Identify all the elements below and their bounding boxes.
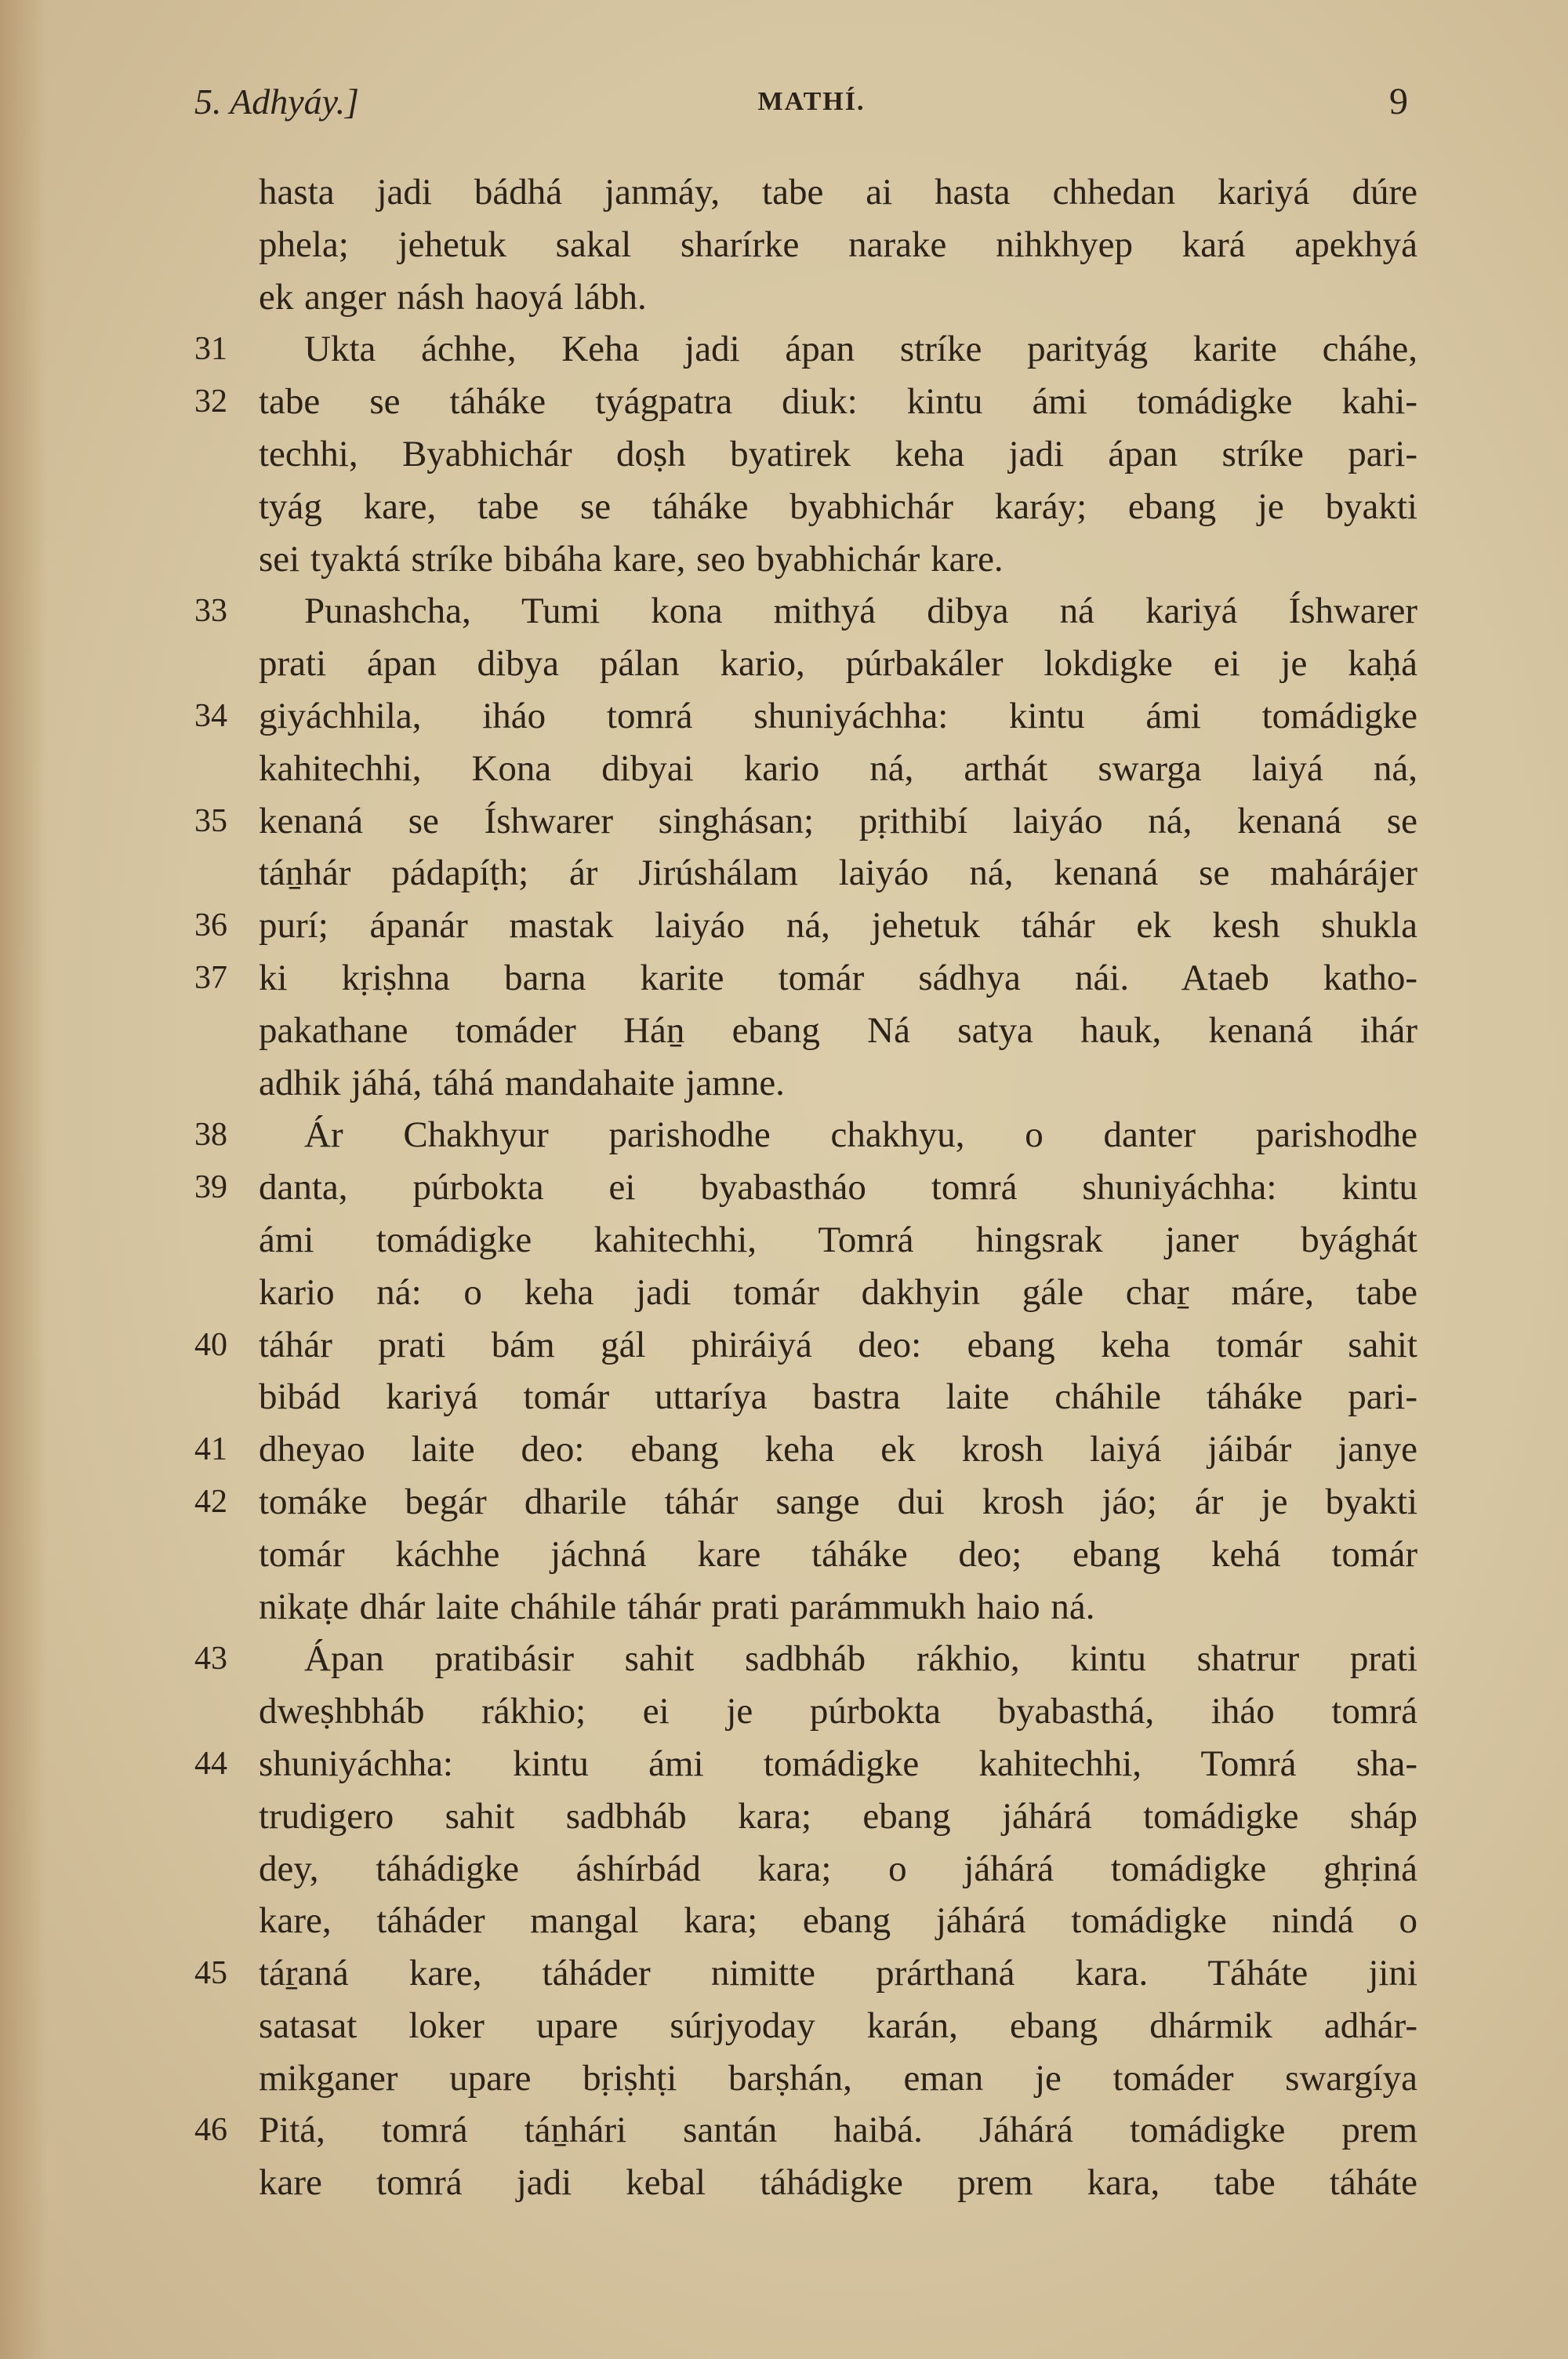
line-text: tyág kare, tabe se táháke byabhichár karáy; ebang je byakti — [259, 485, 1417, 527]
line-text: Ukta áchhe, Keha jadi ápan stríke parityág karite cháhe, — [304, 329, 1417, 370]
verse-number: 42 — [194, 1483, 227, 1520]
line-text: phela; jehetuk sakal sharírke narake nihkhyep kará apekhyá — [259, 224, 1417, 265]
verse-number: 39 — [194, 1169, 227, 1206]
line-text: Pitá, tomrá táṉhári santán haibá. Jáhárá tomádigke prem — [259, 2110, 1417, 2151]
text-line — [194, 690, 1417, 743]
text-line — [194, 2052, 1417, 2105]
text-line — [194, 1319, 1417, 1372]
text-line — [194, 743, 1417, 795]
text-line — [194, 1214, 1417, 1267]
text-line — [194, 1790, 1417, 1843]
text-line — [194, 1947, 1417, 2000]
text-line — [194, 1528, 1417, 1581]
line-text: kahitechhi, Kona dibyai kario ná, arthát swarga laiyá ná, — [259, 747, 1417, 789]
text-line — [194, 271, 1417, 324]
text-line — [194, 1371, 1417, 1423]
text-line — [194, 2000, 1417, 2052]
line-text: tomáke begár dharile táhár sange dui krosh jáo; ár je byakti — [259, 1481, 1417, 1522]
line-text: Ápan pratibásir sahit sadbháb rákhio, kintu shatrur prati — [304, 1638, 1417, 1680]
line-text: dweṣhbháb rákhio; ei je púrbokta byabasthá, iháo tomrá — [259, 1691, 1417, 1732]
text-line — [194, 1161, 1417, 1214]
line-text: satasat loker upare súrjyoday karán, ebang dhármik adhár- — [259, 2005, 1417, 2046]
line-text: kare, táháder mangal kara; ebang jáhárá tomádigke nindá o — [259, 1900, 1417, 1942]
text-line — [194, 2104, 1417, 2157]
line-text: kenaná se Íshwarer singhásan; pṛithibí laiyáo ná, kenaná se — [259, 800, 1417, 841]
text-line — [194, 1476, 1417, 1528]
verse-number: 34 — [194, 697, 227, 734]
line-text: ámi tomádigke kahitechhi, Tomrá hingsrak janer byághát — [259, 1219, 1417, 1260]
verse-number: 45 — [194, 1955, 227, 1992]
line-text: giyáchhila, iháo tomrá shuniyáchha: kintu ámi tomádigke — [259, 695, 1417, 736]
text-line — [194, 219, 1417, 271]
verse-number: 38 — [194, 1117, 227, 1154]
line-text: dey, táhádigke áshírbád kara; o jáhárá tomádigke ghṛiná — [259, 1848, 1417, 1889]
verse-number: 37 — [194, 959, 227, 996]
line-text: techhi, Byabhichár doṣh byatirek keha jadi ápan stríke pari- — [259, 433, 1417, 474]
line-text: danta, púrbokta ei byabastháo tomrá shuniyáchha: kintu — [259, 1167, 1417, 1209]
text-line — [194, 1843, 1417, 1896]
verse-number: 33 — [194, 593, 227, 630]
line-text: nikaṭe dhár laite cháhile táhár prati parámmukh haio ná. — [259, 1586, 1095, 1627]
text-line — [194, 376, 1417, 428]
text-line — [194, 1685, 1417, 1738]
text-line — [194, 847, 1417, 900]
line-text: Ár Chakhyur parishodhe chakhyu, o danter parishodhe — [304, 1114, 1417, 1156]
line-text: táṟaná kare, táháder nimitte prárthaná kara. Táháte jini — [259, 1953, 1417, 1994]
line-text: adhik jáhá, táhá mandahaite jamne. — [259, 1062, 785, 1103]
line-text: dheyao laite deo: ebang keha ek krosh laiyá jáibár janye — [259, 1429, 1417, 1470]
text-line — [194, 1057, 1417, 1110]
text-line — [194, 795, 1417, 848]
line-text: bibád kariyá tomár uttaríya bastra laite cháhile táháke pari- — [259, 1376, 1417, 1418]
text-line — [194, 1633, 1417, 1685]
verse-number: 41 — [194, 1431, 227, 1468]
line-text: kario ná: o keha jadi tomár dakhyin gále chaṟ máre, tabe — [259, 1271, 1417, 1313]
text-line — [194, 1267, 1417, 1319]
line-text: trudigero sahit sadbháb kara; ebang jáhárá tomádigke sháp — [259, 1795, 1417, 1837]
running-head-title: MATHÍ. — [757, 87, 866, 116]
text-line — [194, 428, 1417, 481]
text-line — [194, 1005, 1417, 1057]
line-text: pakathane tomáder Háṉ ebang Ná satya hauk, kenaná ihár — [259, 1009, 1417, 1051]
text-line — [194, 585, 1417, 638]
text-line — [194, 952, 1417, 1005]
verse-number: 43 — [194, 1641, 227, 1677]
text-line — [194, 1895, 1417, 1947]
verse-number: 46 — [194, 2112, 227, 2149]
page-edge-shadow — [0, 0, 47, 2359]
verse-number: 36 — [194, 907, 227, 944]
line-text: táṉhár pádapíṭh; ár Jirúshálam laiyáo ná, kenaná se mahárájer — [259, 852, 1417, 894]
line-text: purí; ápanár mastak laiyáo ná, jehetuk táhár ek kesh shukla — [259, 905, 1417, 947]
line-text: shuniyáchha: kintu ámi tomádigke kahitechhi, Tomrá sha- — [259, 1743, 1417, 1784]
line-text: sei tyaktá stríke bibáha kare, seo byabhichár kare. — [259, 538, 1004, 580]
line-text: kare tomrá jadi kebal táhádigke prem kara, tabe táháte — [259, 2162, 1417, 2204]
text-line — [194, 900, 1417, 952]
text-line — [194, 166, 1417, 219]
text-line — [194, 1738, 1417, 1790]
verse-number: 40 — [194, 1326, 227, 1363]
verse-number: 31 — [194, 331, 227, 368]
text-line — [194, 533, 1417, 586]
line-text: mikganer upare bṛiṣhṭi barṣhán, eman je tomáder swargíya — [259, 2057, 1417, 2099]
line-text: Punashcha, Tumi kona mithyá dibya ná kariyá Íshwarer — [304, 591, 1417, 632]
verse-number: 35 — [194, 802, 227, 839]
line-text: hasta jadi bádhá janmáy, tabe ai hasta chhedan kariyá dúre — [259, 172, 1417, 213]
page-body-text — [194, 166, 1417, 2209]
line-text: ek anger násh haoyá lábh. — [259, 276, 647, 318]
verse-number: 32 — [194, 383, 227, 420]
text-line — [194, 1109, 1417, 1161]
line-text: prati ápan dibya pálan kario, púrbakáler lokdigke ei je kaḥá — [259, 643, 1417, 685]
text-line — [194, 323, 1417, 376]
line-text: tabe se táháke tyágpatra diuk: kintu ámi tomádigke kahi- — [259, 381, 1417, 423]
line-text: tomár káchhe jáchná kare táháke deo; ebang kehá tomár — [259, 1533, 1417, 1575]
line-text: táhár prati bám gál phiráiyá deo: ebang keha tomár sahit — [259, 1324, 1417, 1365]
text-line — [194, 2157, 1417, 2209]
text-line — [194, 481, 1417, 533]
running-head-chapter: 5. Adhyáy.] — [194, 82, 359, 122]
page-number: 9 — [1389, 81, 1408, 122]
line-text: ki kṛiṣhna barna karite tomár sádhya nái. Ataeb katho- — [259, 957, 1417, 998]
text-line — [194, 638, 1417, 690]
text-line — [194, 1581, 1417, 1634]
verse-number: 44 — [194, 1745, 227, 1782]
text-line — [194, 1423, 1417, 1476]
